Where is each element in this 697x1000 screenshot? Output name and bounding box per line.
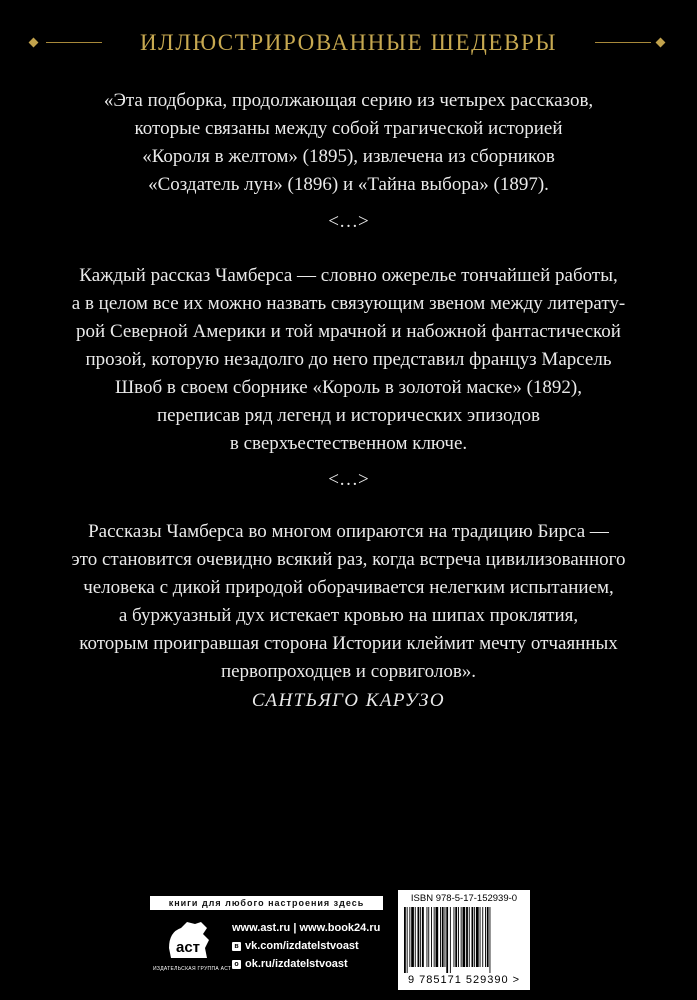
barcode-bar <box>440 907 441 967</box>
barcode-bar <box>472 907 474 967</box>
barcode-digits: 9 785171 529390 > <box>407 974 521 986</box>
barcode-bar <box>450 907 451 973</box>
ellipsis-separator-2: <…> <box>328 469 369 490</box>
quote-line: «Создатель лун» (1896) и «Тайна выбора» (1897). <box>148 174 549 195</box>
logo-wordmark: аст <box>175 939 201 956</box>
barcode-bar <box>466 907 468 967</box>
barcode-bar <box>476 907 479 967</box>
websites-text: www.ast.ru | www.book24.ru <box>232 922 381 934</box>
barcode-bar <box>487 907 489 967</box>
publisher-contacts <box>232 919 380 973</box>
quote-paragraph-2 <box>40 262 657 458</box>
quote-line: которым проигравшая сторона Истории клеймит мечту отчаянных <box>79 633 618 654</box>
barcode-bar <box>434 907 435 967</box>
series-title: ИЛЛЮСТРИРОВАННЫЕ ШЕДЕВРЫ <box>139 30 558 55</box>
barcode-bar <box>458 907 459 967</box>
quote-line: Швоб в своем сборнике «Король в золотой маске» (1892), <box>114 377 582 398</box>
barcode-bar <box>409 907 410 967</box>
barcode-bar <box>454 907 455 967</box>
barcode-bar <box>482 907 483 967</box>
ok-icon: о <box>232 960 241 969</box>
barcode-bar <box>463 907 466 967</box>
barcode-bar <box>461 907 462 967</box>
barcode-bar <box>455 907 457 967</box>
barcode-bar <box>404 907 406 973</box>
barcode-bar <box>411 907 414 967</box>
quote-line: человека с дикой природой оборачивается нелегким испытанием, <box>83 577 614 598</box>
quote-line: Каждый рассказ Чамберса — словно ожерелье тончайшей работы, <box>79 265 618 286</box>
ellipsis-separator-1: <…> <box>328 211 369 232</box>
quote-author: САНТЬЯГО КАРУЗО <box>251 690 446 711</box>
social-link-ok <box>232 955 380 973</box>
barcode-bar <box>407 907 408 973</box>
barcode-bar <box>469 907 470 967</box>
quote-line: которые связаны между собой трагической историей <box>134 118 563 139</box>
publisher-caption: ИЗДАТЕЛЬСКАЯ ГРУППА АСТ <box>153 966 232 972</box>
quote-line: Рассказы Чамберса во многом опираются на традицию Бирса — <box>88 521 609 542</box>
barcode-bar <box>490 907 491 973</box>
barcode-bar <box>446 907 448 973</box>
barcode-bar <box>428 907 429 967</box>
quote-line: «Короля в желтом» (1895), извлечена из сборников <box>142 146 555 167</box>
barcode-bar <box>422 907 424 967</box>
social-link-text: ok.ru/izdatelstvoast <box>245 958 348 970</box>
barcode-bar <box>420 907 421 967</box>
banner-rule-right <box>595 42 651 43</box>
banner-ornament-right <box>656 38 666 48</box>
vk-icon: в <box>232 942 241 951</box>
barcode-bar <box>474 907 475 967</box>
quote-line: это становится очевидно всякий раз, когда встреча цивилизованного <box>71 549 626 570</box>
quote-line: «Эта подборка, продолжающая серию из четырех рассказов, <box>103 90 594 111</box>
websites-line <box>232 919 380 937</box>
banner-ornament-left <box>29 38 39 48</box>
quote-line: первопроходцев и сорвиголов». <box>220 661 477 682</box>
barcode-bar <box>445 907 446 967</box>
social-link-text: vk.com/izdatelstvoast <box>245 940 359 952</box>
publisher-logo <box>153 916 232 976</box>
isbn-barcode-box <box>398 890 530 990</box>
barcode-icon <box>402 907 526 973</box>
barcode-bar <box>436 907 439 967</box>
barcode-bar <box>418 907 420 967</box>
quote-line: в сверхъестественном ключе. <box>229 433 468 454</box>
barcode-bar <box>485 907 486 967</box>
quote-paragraph-1 <box>40 87 657 199</box>
quote-line: а буржуазный дух истекает кровью на шипах проклятия, <box>118 605 579 626</box>
quote-line: рой Северной Америки и той мрачной и набожной фантастической <box>76 321 621 342</box>
banner-rule-left <box>46 42 102 43</box>
quote-line: прозой, которую незадолго до него представил француз Марсель <box>85 349 612 370</box>
social-link-vk <box>232 937 380 955</box>
barcode-bar <box>480 907 481 967</box>
quote-line: а в целом все их можно назвать связующим звеном между литерату- <box>71 293 626 314</box>
quote-line: переписав ряд легенд и исторических эпизодов <box>156 405 541 426</box>
series-banner <box>0 28 697 58</box>
barcode-bar <box>427 907 428 967</box>
isbn-number: ISBN 978-5-17-152939-0 <box>410 893 518 904</box>
barcode-bar <box>431 907 432 967</box>
barcode-bar <box>415 907 416 967</box>
quote-paragraph-3 <box>40 518 657 686</box>
barcode-bar <box>442 907 444 967</box>
ast-logo-icon <box>165 918 211 962</box>
publisher-tagline: книги для любого настроения здесь <box>150 896 383 910</box>
